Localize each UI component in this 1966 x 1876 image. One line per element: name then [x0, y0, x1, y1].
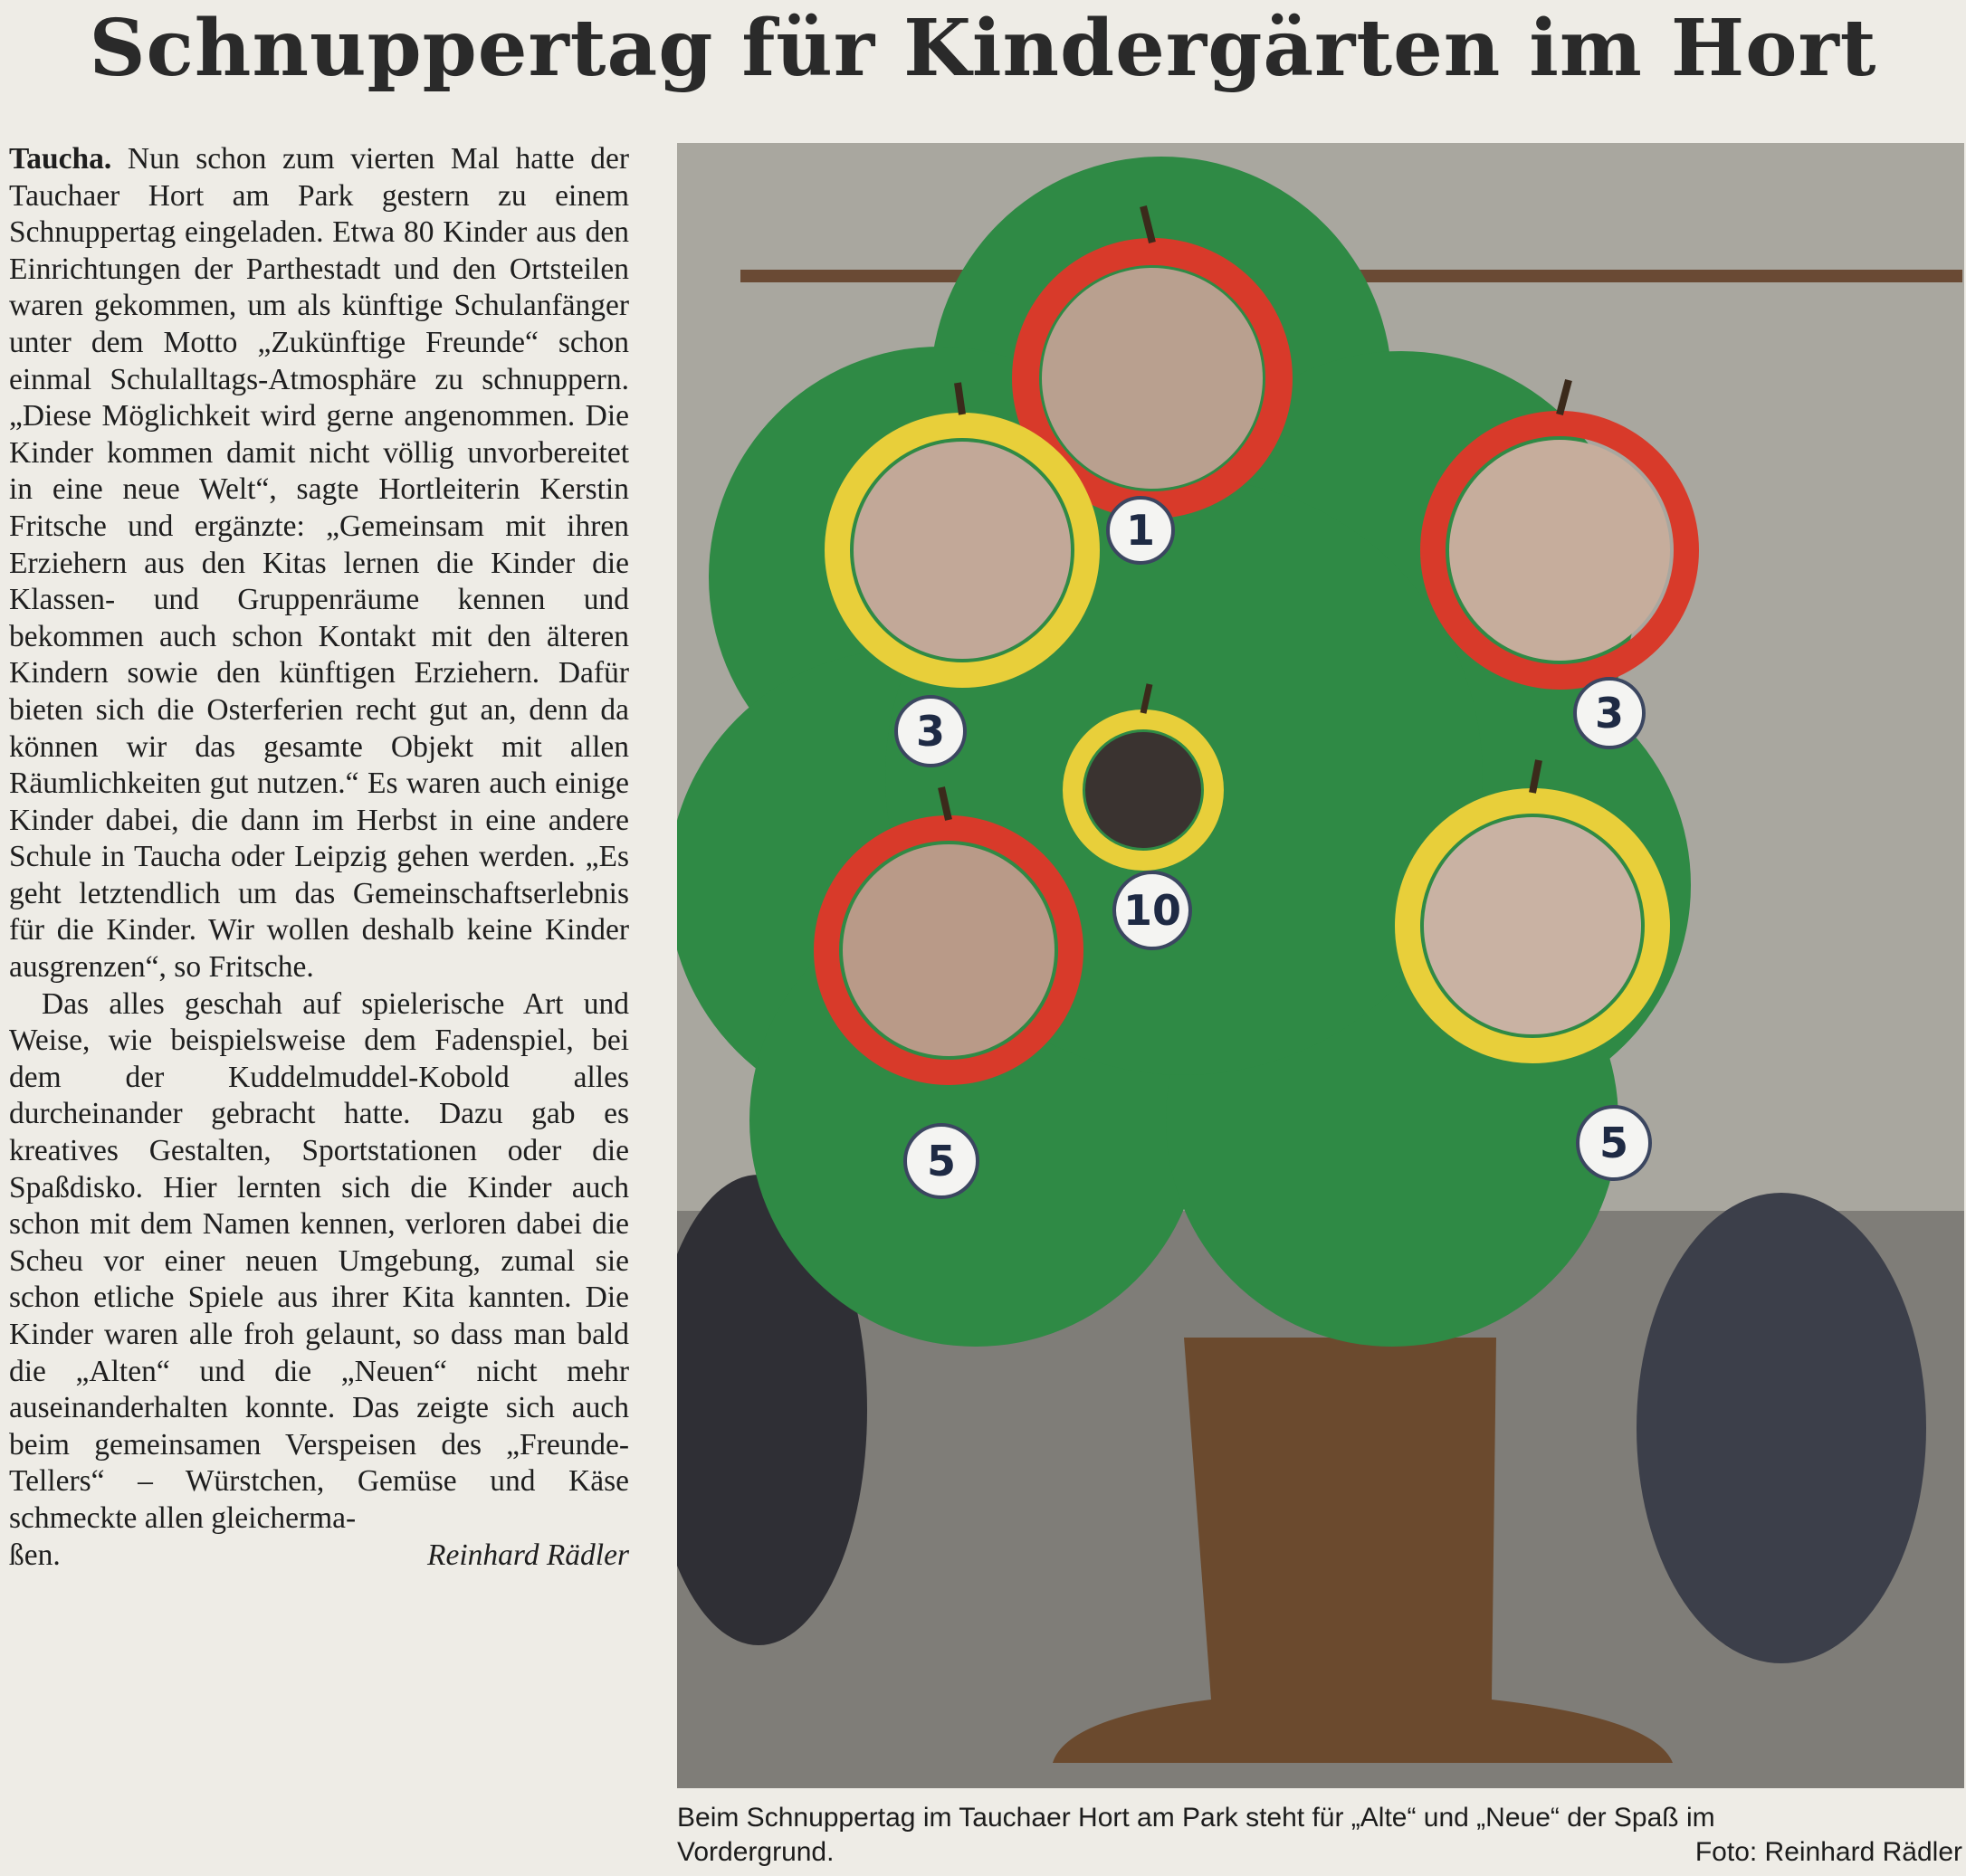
news-photo — [677, 143, 1964, 1788]
number-label-5-right: 5 — [1599, 1119, 1629, 1167]
paragraph-2-end: ßen. — [9, 1538, 61, 1572]
photo-caption — [677, 1801, 1962, 1870]
article-body — [9, 141, 629, 1574]
byline-row — [9, 1538, 629, 1575]
number-label-5-left: 5 — [926, 1137, 957, 1186]
number-badge-10 — [1114, 872, 1190, 948]
number-badge-5-left — [905, 1125, 978, 1197]
number-badge-3-left — [896, 697, 965, 766]
photo-illustration — [677, 143, 1964, 1788]
number-label-10: 10 — [1122, 886, 1182, 935]
photo-credit: Foto: Reinhard Rädler — [1694, 1837, 1962, 1867]
number-label-3-left: 3 — [915, 707, 946, 756]
child-right-body — [1637, 1193, 1926, 1663]
number-label-3-right: 3 — [1594, 689, 1625, 738]
number-badge-1 — [1108, 498, 1173, 563]
caption-credit-row — [677, 1835, 1962, 1870]
number-badge-5-right — [1578, 1107, 1650, 1179]
article-paragraph-2: Das alles geschah auf spielerische Art und Weise, wie beispielsweise dem Fadenspiel, bei dem der Kuddelmuddel-Kobold alles durcheinander gebracht hatte. Dazu gab es kreatives Gestalten, Sportstationen oder die Spaßdisko. Hier lernten sich die Kinder auch schon mit dem Namen kennen, verloren dabei die Scheu vor einer neuen Umgebung, zumal sie schon etliche Spiele aus ihrer Kita kannten. Die Kinder waren alle froh gelaunt, so dass man bald die „Alten“ und die „Neuen“ nicht mehr auseinanderhalten konnte. Das zeigte sich auch beim gemeinsamen Verspeisen des „Freunde-Tellers“ – Würstchen, Gemüse und Käse schmeckte allen gleicherma- — [9, 986, 629, 1535]
caption-text: Beim Schnuppertag im Tauchaer Hort am Park steht für „Alte“ und „Neue“ der Spaß im — [677, 1803, 1715, 1833]
number-badge-3-right — [1575, 679, 1644, 748]
number-label-1: 1 — [1125, 506, 1156, 555]
headline: Schnuppertag für Kindergärten im Hort — [89, 3, 1877, 94]
article-paragraph-1 — [9, 141, 629, 986]
dateline: Taucha. — [9, 142, 112, 176]
author-byline: Reinhard Rädler — [427, 1538, 629, 1572]
paragraph-1-text: Nun schon zum vierten Mal hatte der Tauchaer Hort am Park gestern zu einem Schnuppertag eingeladen. Etwa 80 Kinder aus den Einrichtungen der Parthestadt und den Ortsteilen waren gekommen, um als künftige Schulanfänger unter dem Motto „Zukünftige Freunde“ schon einmal Schulalltags-Atmosphäre zu schnuppern. „Diese Möglichkeit wird gerne angenommen. Die Kinder kommen damit nicht völlig unvorbereitet in eine neue Welt“, sagte Hortleiterin Kerstin Fritsche und ergänzte: „Gemeinsam mit ihren Erziehern aus den Kitas lernen die Kinder die Klassen- und Gruppenräume kennen und bekommen auch schon Kontakt mit den älteren Kindern sowie den künftigen Erziehern. Dafür bieten sich die Osterferien recht gut an, denn da können wir das gesamte Objekt mit allen Räumlichkeiten gut nutzen.“ Es waren auch einige Kinder dabei, die dann im Herbst in eine andere Schule in Taucha oder Leipzig gehen werden. „Es geht letztendlich um das Gemeinschaftserlebnis für die Kinder. Wir wollen deshalb keine Kinder ausgrenzen“, so Fritsche. — [9, 142, 630, 985]
caption-text-end: Vordergrund. — [677, 1837, 835, 1867]
